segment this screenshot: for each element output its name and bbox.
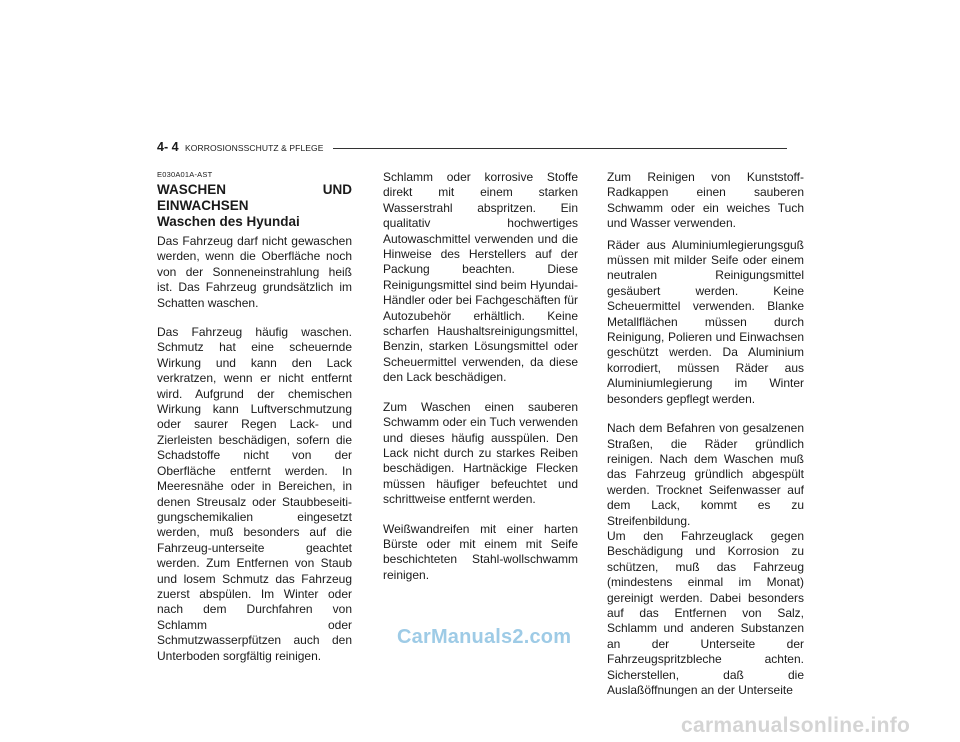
text-column-3 [607, 170, 804, 712]
paragraph: Zum Waschen einen sauberen Schwamm oder ein Tuch verwenden und dieses häufig ausspülen. Den Lack nicht durch zu starkes Reiben beschädigen. Hartnäckige Flecken müssen häufiger befeuchtet und schrittweise entfernt werden. [383, 399, 578, 507]
paragraph: Schlamm oder korrosive Stoffe direkt mit einem starken Wasserstrahl abspritzen. Ein qualitativ hochwertiges Autowaschmittel verwenden und die Hinweise des Herstellers auf der Packung beachten. Diese Reinigungsmittel sind beim Hyundai-Händler oder bei Fachgeschäften für Autozubehör erhältlich. Keine scharfen Haushaltsreinigungsmittel, Benzin, starken Lösungsmittel oder Scheuermittel verwenden, da diese den Lack beschädigen. [383, 170, 578, 385]
paragraph: Weißwandreifen mit einer harten Bürste oder mit einem mit Seife beschichteten Stahl-wollschwamm reinigen. [383, 521, 578, 582]
section-heading: WASCHEN UND EINWACHSEN [157, 182, 352, 213]
paragraph: Räder aus Aluminiumlegierungsguß müssen mit milder Seife oder einem neutralen Reinigungsmittel gesäubert werden. Keine Scheuermittel verwenden. Blanke Metallflächen müssen durch Reinigung, Polieren und Einwachsen geschützt werden. Da Aluminium korrodiert, müssen Räder aus Aluminiumlegierung im Winter besonders gepflegt werden. [607, 237, 804, 406]
text-column-2 [383, 170, 578, 597]
text-column-1 [157, 170, 352, 678]
paragraph: Zum Reinigen von Kunststoff-Radkappen einen sauberen Schwamm oder ein weiches Tuch und Wasser verwenden. [607, 170, 804, 231]
watermark-carmanualsonline: carmanualsonline.info [681, 714, 911, 737]
subsection-heading: Waschen des Hyundai [157, 214, 300, 229]
header-divider [333, 148, 787, 149]
page-header [157, 140, 787, 156]
paragraph: Das Fahrzeug häufig waschen. Schmutz hat eine scheuernde Wirkung und kann den Lack verkratzen, wenn er nicht entfernt wird. Aufgrund der chemischen Wirkung kann Luftverschmutzung oder saurer Regen Lack- und Zierleisten beschädigen, sofern die Schadstoffe nicht von der Oberfläche entfernt werden. In Meeresnähe oder in Bereichen, in denen Streusalz oder Staubbeseiti-gungschemikalien eingesetzt werden, muß besonders auf die Fahrzeug-unterseite geachtet werden. Zum Entfernen von Staub und losem Schmutz das Fahrzeug zuerst abspülen. Im Winter oder nach dem Durchfahren von Schlamm oder Schmutzwasserpfützen auch den Unterboden sorgfältig reinigen. [157, 325, 352, 663]
paragraph: Das Fahrzeug darf nicht gewaschen werden, wenn die Oberfläche noch von der Sonneneinstrahlung heiß ist. Das Fahrzeug grundsätzlich im Schatten waschen. [157, 234, 352, 310]
paragraph: Nach dem Befahren von gesalzenen Straßen, die Räder gründlich reinigen. Nach dem Waschen muß das Fahrzeug gründlich abgespült werden. Trocknet Seifenwasser auf dem Lack, kommt es zu Streifenbildung. [607, 421, 804, 528]
page-number: 4- 4 [157, 140, 179, 154]
paragraph: Um den Fahrzeuglack gegen Beschädigung und Korrosion zu schützen, muß das Fahrzeug (mindestens einmal im Monat) gereinigt werden. Dabei besonders auf das Entfernen von Salz, Schlamm und anderen Substanzen an der Unterseite der Fahrzeugspritzbleche achten. Sicherstellen, daß die Auslaßöffnungen an der Unterseite [607, 528, 804, 697]
section-code: E030A01A-AST [157, 170, 213, 179]
watermark-carmanuals: CarManuals2.com [397, 626, 572, 648]
section-title: KORROSIONSSCHUTZ & PFLEGE [185, 143, 324, 153]
